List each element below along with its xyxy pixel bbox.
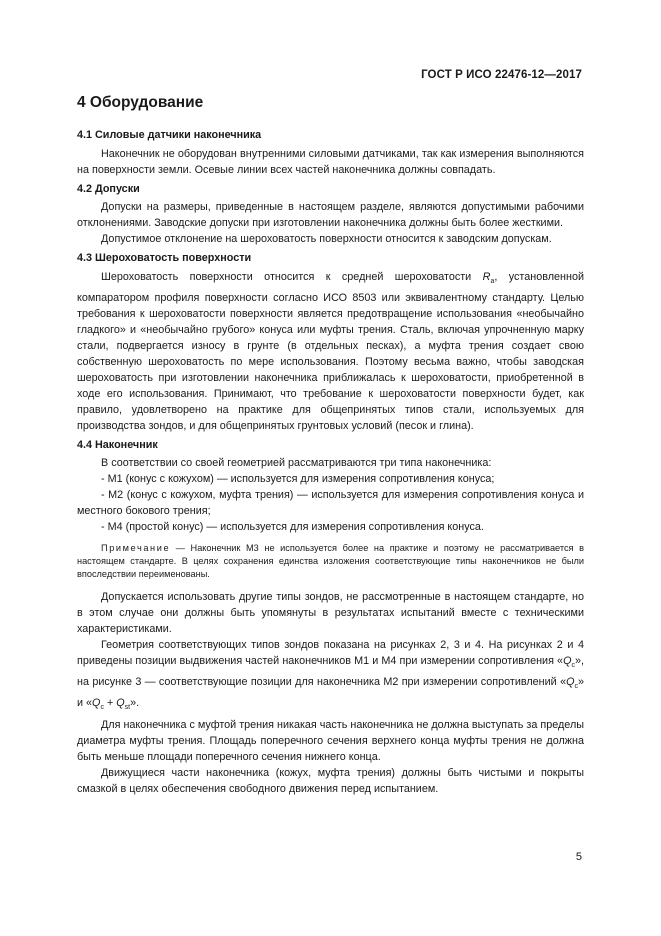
list-item-m2: - М2 (конус с кожухом, муфта трения) — используется для измерения сопротивления конуса и местного бокового трения; [77, 489, 584, 518]
subsection-4-3-title: 4.3 Шероховатость поверхности [77, 252, 252, 264]
subsection-4-4-paragraph-4: Для наконечника с муфтой трения никакая часть наконечника не должна выступать за пределы диаметра муфты трения. Площадь поперечного сечения верхнего конца муфты трения не должна быть меньше площади поперечного сечения нижнего конца. [77, 718, 585, 763]
note-label: Примечание [101, 543, 171, 554]
page-number: 5 [575, 851, 582, 863]
page-content [77, 94, 584, 797]
subsection-4-2-paragraph-2: Допустимое отклонение на шероховатость поверхности относится к заводским допускам. [101, 233, 552, 245]
subsection-4-2-title: 4.2 Допуски [77, 183, 140, 195]
list-item-m4: - М4 (простой конус) — используется для измерения сопротивления конуса. [101, 521, 484, 534]
standard-designation: ГОСТ Р ИСО 22476-12—2017 [421, 69, 582, 81]
subsection-4-1-title: 4.1 Силовые датчики наконечника [77, 129, 262, 141]
subsection-4-3-paragraph: Шероховатость поверхности относится к средней шероховатости $R_a$, установленной компаратором профиля поверхности согласно ИСО 8503 или эквивалентному стандарту. Целью требования к шероховатости поверхности является предотвращение использования «необычайно гладкого» и «необычайно грубого» конуса или муфты трения. Сталь, включая упрочненную марку стали, подвергается износу в грунте (в отдельных песках), а муфта трения создает свою собственную шероховатость по мере использования. Поэтому весьма важно, чтобы заводская шероховатость при изготовлении наконечника приближалась к шероховатости, приобретенной в ходе его использования. Принимают, что требование к шероховатости поверхности будет, как правило, удовлетворено на практике для общепринятых типов стали, используемых для производства зондов, и для общепринятых грунтовых условий (песок и глина). [77, 271, 584, 433]
subsection-4-4-paragraph-2: Допускается использовать другие типы зондов, не рассмотренные в настоящем стандарте, но в этом случае они должны быть упомянуты в результатах испытаний вместе с техническими характеристиками. [77, 591, 584, 636]
subsection-4-4-paragraph-5: Движущиеся части наконечника (кожух, муфта трения) должны быть чистыми и покрыты смазкой в целях обеспечения свободного движения перед испытанием. [77, 766, 584, 795]
subsection-4-4-intro: В соответствии со своей геометрией рассматриваются три типа наконечника: [101, 457, 492, 470]
subsection-4-4-paragraph-3: Геометрия соответствующих типов зондов показана на рисунках 2, 3 и 4. На рисунках 2 и 4 приведены позиции выдвижения частей наконечников М1 и М4 при измерении сопротивления «$Q_c$», на рисунке 3 — соответствующие позиции для наконечника М2 при измерении сопротивлений «$Q_c$» и «$Q_c + Q_{st}$». [77, 639, 584, 712]
section-title: 4 Оборудование [77, 94, 204, 111]
subsection-4-2-paragraph-1: Допуски на размеры, приведенные в настоящем разделе, являются допустимыми рабочими отклонениями. Заводские допуски при изготовлении наконечника должны быть более жесткими. [77, 201, 584, 229]
subsection-4-1-paragraph: Наконечник не оборудован внутренними силовыми датчиками, так как измерения выполняются на поверхности земли. Осевые линии всех частей наконечника должны совпадать. [77, 148, 584, 176]
note: Примечание — Наконечник М3 не используется более на практике и поэтому не рассматривается в настоящем стандарте. В целях сохранения единства изложения соответствующие типы наконечников не были впоследствии переименованы. [77, 543, 584, 580]
roughness-symbol: R [482, 271, 491, 283]
subsection-4-4-title: 4.4 Наконечник [77, 439, 158, 452]
list-item-m1: - М1 (конус с кожухом) — используется для измерения сопротивления конуса; [101, 473, 495, 486]
